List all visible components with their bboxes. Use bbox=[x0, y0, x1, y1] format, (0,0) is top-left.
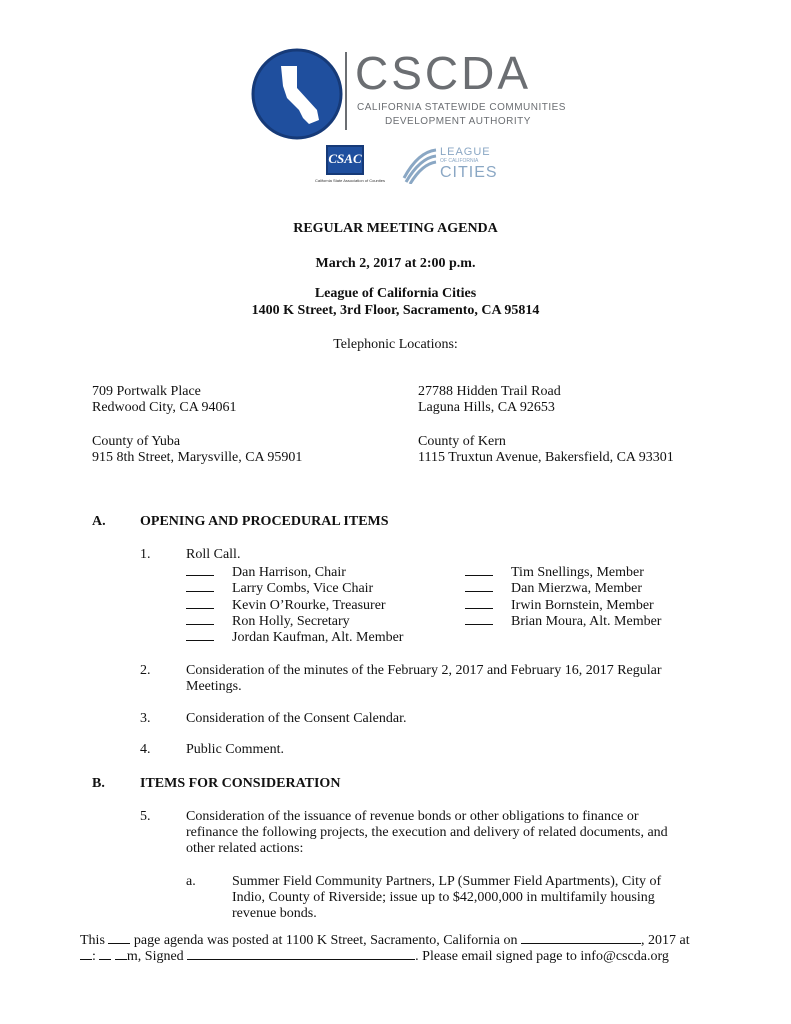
item-1-text: Roll Call. bbox=[186, 547, 241, 562]
item-5-line1: Consideration of the issuance of revenue bonds or other obligations to finance or bbox=[186, 809, 639, 824]
item-4-number: 4. bbox=[140, 742, 151, 757]
roll-row bbox=[186, 579, 373, 597]
location-4-line2: 1115 Truxtun Avenue, Bakersfield, CA 93301 bbox=[418, 450, 674, 465]
csac-caption: California State Association of Counties bbox=[314, 178, 386, 183]
roll-member-name: Brian Moura, Alt. Member bbox=[511, 614, 662, 629]
footer-text: , 2017 at bbox=[640, 933, 690, 948]
california-seal-icon bbox=[251, 48, 343, 140]
location-3-line1: County of Yuba bbox=[92, 434, 181, 449]
roll-blank[interactable] bbox=[465, 579, 493, 592]
roll-member-name: Jordan Kaufman, Alt. Member bbox=[232, 630, 404, 645]
csac-logo bbox=[300, 145, 400, 187]
league-logo bbox=[402, 146, 502, 186]
roll-member-name: Ron Holly, Secretary bbox=[232, 614, 350, 629]
league-of-california: OF CALIFORNIA bbox=[440, 158, 479, 164]
league-word: LEAGUE bbox=[440, 146, 491, 158]
location-1-line2: Redwood City, CA 94061 bbox=[92, 400, 237, 415]
venue-name: League of California Cities bbox=[314, 286, 477, 301]
item-3-text: Consideration of the Consent Calendar. bbox=[186, 711, 407, 726]
item-4-text: Public Comment. bbox=[186, 742, 284, 757]
item-2-number: 2. bbox=[140, 663, 151, 678]
footer-text: This bbox=[80, 933, 105, 948]
cscda-logo bbox=[251, 47, 566, 138]
signature-blank[interactable] bbox=[187, 947, 415, 960]
roll-blank[interactable] bbox=[465, 596, 493, 609]
footer-text: m, Signed bbox=[126, 949, 184, 964]
roll-blank[interactable] bbox=[186, 612, 214, 625]
roll-blank[interactable] bbox=[465, 612, 493, 625]
roll-member-name: Larry Combs, Vice Chair bbox=[232, 581, 374, 596]
roll-member-name: Tim Snellings, Member bbox=[511, 565, 644, 580]
hour-blank[interactable] bbox=[80, 947, 92, 960]
item-5-number: 5. bbox=[140, 809, 151, 824]
page-count-blank[interactable] bbox=[108, 931, 130, 944]
roll-blank[interactable] bbox=[186, 563, 214, 576]
location-1-line1: 709 Portwalk Place bbox=[92, 384, 201, 399]
item-5a-line2: Indio, County of Riverside; issue up to $42,000,000 in multifamily housing bbox=[232, 890, 655, 905]
footer-text: . Please email signed page to info@cscda.org bbox=[415, 949, 669, 964]
telephonic-heading: Telephonic Locations: bbox=[333, 337, 458, 352]
item-5a-line3: revenue bonds. bbox=[232, 906, 317, 921]
location-2-line2: Laguna Hills, CA 92653 bbox=[418, 400, 555, 415]
minute-blank[interactable] bbox=[99, 947, 111, 960]
item-5-line2: refinance the following projects, the execution and delivery of related documents, and bbox=[186, 825, 668, 840]
league-swoosh-icon bbox=[402, 148, 438, 184]
venue-address: 1400 K Street, 3rd Floor, Sacramento, CA 95814 bbox=[251, 303, 540, 318]
roll-blank[interactable] bbox=[465, 563, 493, 576]
roll-row bbox=[465, 612, 661, 630]
logo-divider bbox=[345, 52, 347, 130]
location-4-line1: County of Kern bbox=[418, 434, 506, 449]
section-b-letter: B. bbox=[92, 776, 105, 791]
roll-member-name: Kevin O’Rourke, Treasurer bbox=[232, 598, 386, 613]
item-5a-line1: Summer Field Community Partners, LP (Summer Field Apartments), City of bbox=[232, 874, 662, 889]
cscda-subtitle-1: CALIFORNIA STATEWIDE COMMUNITIES bbox=[357, 102, 566, 113]
section-a-letter: A. bbox=[92, 514, 106, 529]
item-2-line2: Meetings. bbox=[186, 679, 242, 694]
agenda-title: REGULAR MEETING AGENDA bbox=[293, 221, 498, 236]
section-a-title: OPENING AND PROCEDURAL ITEMS bbox=[140, 514, 389, 529]
item-1-number: 1. bbox=[140, 547, 151, 562]
league-cities: CITIES bbox=[440, 164, 498, 181]
roll-blank[interactable] bbox=[186, 628, 214, 641]
cscda-subtitle-2: DEVELOPMENT AUTHORITY bbox=[385, 116, 531, 127]
roll-row bbox=[186, 628, 403, 646]
cscda-name: CSCDA bbox=[355, 47, 532, 99]
location-3-line2: 915 8th Street, Marysville, CA 95901 bbox=[92, 450, 303, 465]
footer-text: : bbox=[92, 949, 96, 964]
item-5-line3: other related actions: bbox=[186, 841, 304, 856]
location-2-line1: 27788 Hidden Trail Road bbox=[418, 384, 561, 399]
roll-blank[interactable] bbox=[186, 579, 214, 592]
item-2-line1: Consideration of the minutes of the February 2, 2017 and February 16, 2017 Regular bbox=[186, 663, 662, 678]
item-5a-letter: a. bbox=[186, 874, 196, 889]
roll-blank[interactable] bbox=[186, 596, 214, 609]
meeting-date: March 2, 2017 at 2:00 p.m. bbox=[315, 256, 476, 271]
item-3-number: 3. bbox=[140, 711, 151, 726]
roll-member-name: Irwin Bornstein, Member bbox=[511, 598, 654, 613]
posting-notice-line2 bbox=[80, 947, 669, 965]
section-b-title: ITEMS FOR CONSIDERATION bbox=[140, 776, 341, 791]
roll-member-name: Dan Harrison, Chair bbox=[232, 565, 346, 580]
roll-member-name: Dan Mierzwa, Member bbox=[511, 581, 643, 596]
roll-row bbox=[465, 579, 642, 597]
ampm-blank[interactable] bbox=[115, 947, 127, 960]
footer-text: page agenda was posted at 1100 K Street, Sacramento, California on bbox=[133, 933, 518, 948]
csac-logo-text: CSAC bbox=[328, 151, 362, 166]
date-blank[interactable] bbox=[521, 931, 641, 944]
